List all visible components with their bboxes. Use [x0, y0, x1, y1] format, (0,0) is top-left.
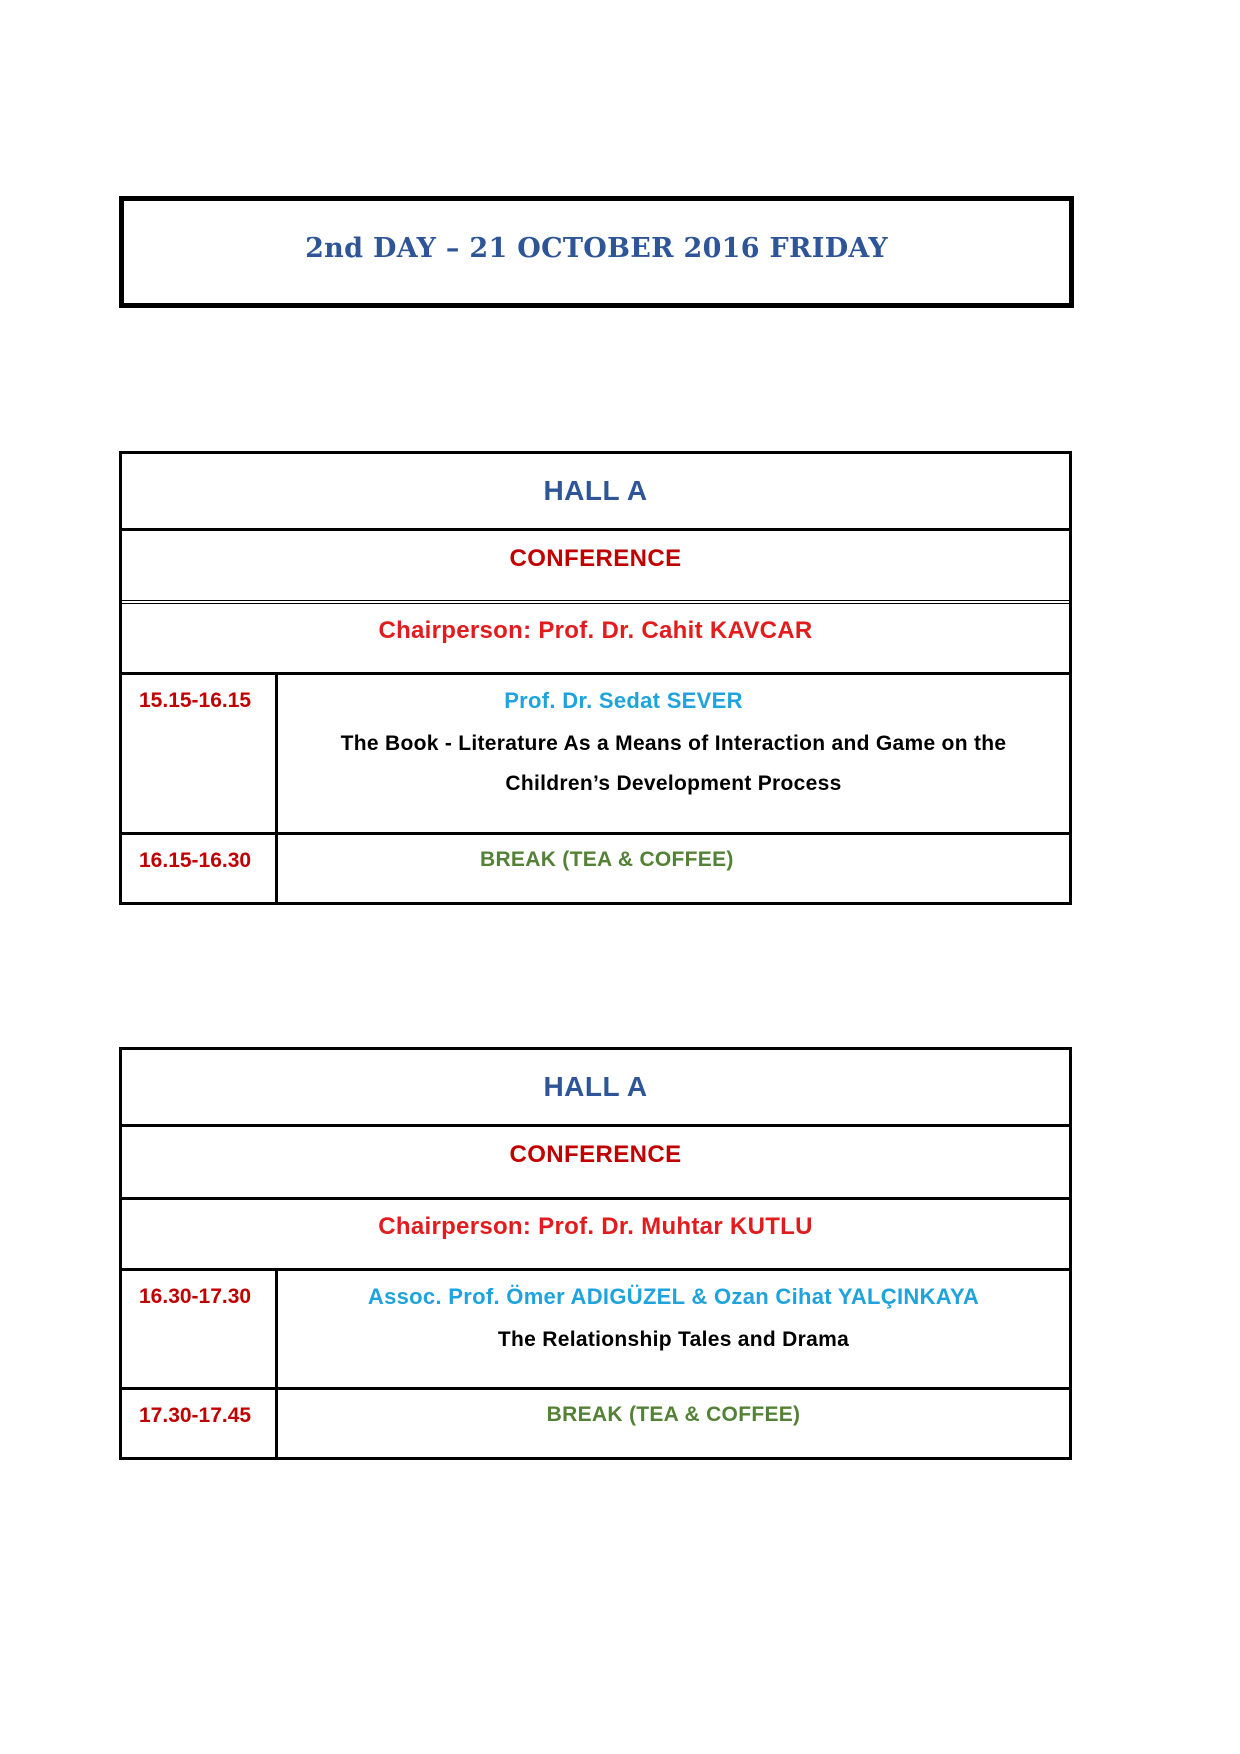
hall-row — [122, 1050, 1069, 1127]
talk-time: 15.15-16.15 — [122, 675, 278, 832]
day-title: 2nd DAY – 21 OCTOBER 2016 FRIDAY — [305, 232, 888, 264]
speaker-name: Assoc. Prof. Ömer ADIGÜZEL & Ozan Cihat YALÇINKAYA — [367, 1284, 980, 1309]
chairperson-row — [122, 1200, 1069, 1271]
chairperson: Chairperson: Prof. Dr. Muhtar KUTLU — [378, 1213, 813, 1240]
session-type: CONFERENCE — [509, 1141, 682, 1168]
talk-row — [122, 675, 1069, 835]
session-type-row — [122, 1127, 1069, 1200]
talk-title-line-1: The Book - Literature As a Means of Interaction and Game on the — [340, 732, 1007, 755]
talk-title — [294, 724, 1054, 804]
session-type: CONFERENCE — [509, 545, 682, 572]
talk-title-line-2: Children’s Development Process — [505, 772, 842, 795]
break-label: BREAK (TEA & COFFEE) — [480, 848, 734, 871]
hall-row — [122, 454, 1069, 531]
hall-name: HALL A — [543, 1071, 648, 1102]
break-details — [278, 835, 1069, 902]
talk-row — [122, 1271, 1069, 1390]
chairperson: Chairperson: Prof. Dr. Cahit KAVCAR — [378, 617, 813, 644]
break-row — [122, 1390, 1069, 1457]
session-table-1 — [119, 451, 1072, 905]
break-label: BREAK (TEA & COFFEE) — [546, 1403, 801, 1426]
day-header-box — [119, 196, 1074, 308]
break-time: 17.30-17.45 — [122, 1390, 278, 1457]
session-type-row — [122, 531, 1069, 604]
break-row — [122, 835, 1069, 902]
break-details — [278, 1390, 1069, 1457]
talk-time: 16.30-17.30 — [122, 1271, 278, 1387]
hall-name: HALL A — [543, 475, 648, 506]
talk-title-line-1: The Relationship Tales and Drama — [497, 1328, 850, 1351]
talk-details — [278, 675, 1069, 832]
talk-title — [498, 1320, 849, 1360]
session-table-2 — [119, 1047, 1072, 1460]
speaker-name: Prof. Dr. Sedat SEVER — [504, 688, 743, 713]
break-time: 16.15-16.30 — [122, 835, 278, 902]
chairperson-row — [122, 604, 1069, 675]
talk-details — [278, 1271, 1069, 1387]
